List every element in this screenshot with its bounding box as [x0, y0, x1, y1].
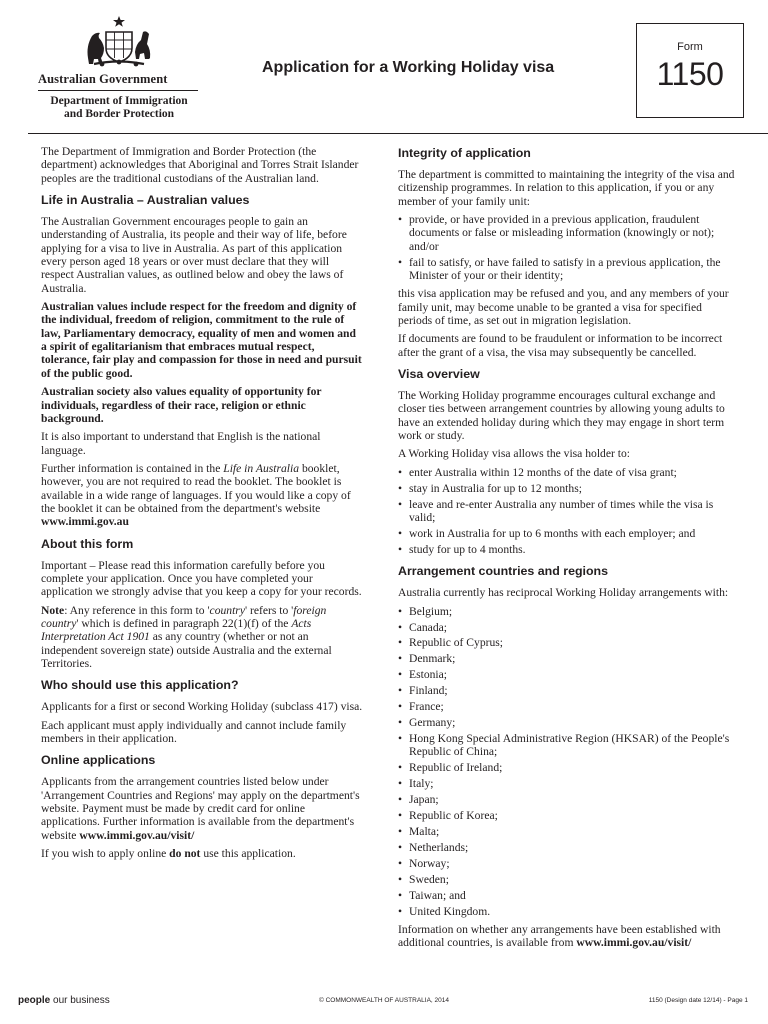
list-item: • United Kingdom.: [398, 905, 738, 918]
list-item: • Republic of Ireland;: [398, 761, 738, 774]
booklet-title: Life in Australia: [223, 461, 300, 475]
about-paragraph: Important – Please read this information carefully before you complete your application. Once you have completed your application we strongly advise that you keep a copy for your records.: [41, 558, 362, 599]
left-column: [41, 145, 363, 865]
header-divider: [28, 133, 768, 134]
online-warning-text: If you wish to apply online: [41, 847, 170, 861]
note-text: ' which is defined in paragraph 22(1)(f) of the: [76, 616, 292, 630]
list-item: • Republic of Cyprus;: [398, 636, 738, 649]
note-text: ' refers to ': [244, 603, 294, 617]
section-heading-countries: Arrangement countries and regions: [398, 564, 608, 579]
government-name: Australian Government: [38, 72, 168, 86]
list-item: • Norway;: [398, 857, 738, 870]
list-item: • Italy;: [398, 777, 738, 790]
divider: [38, 90, 198, 91]
website-link[interactable]: www.immi.gov.au: [41, 515, 129, 529]
list-item: • Belgium;: [398, 605, 738, 618]
online-warning-emphasis: do not: [169, 847, 201, 861]
further-text-pre: Further information is contained in the: [41, 461, 224, 475]
who-paragraph: Applicants for a first or second Working Holiday (subclass 417) visa.: [41, 700, 363, 714]
section-heading-who: Who should use this application?: [41, 678, 239, 693]
list-item: • Taiwan; and: [398, 889, 738, 902]
acknowledgement-text: The Department of Immigration and Border Protection (the department) acknowledges that Aboriginal and Torres Strait Islander peoples are the traditional custodians of the Australian land.: [41, 145, 359, 185]
footer-copyright: © COMMONWEALTH OF AUSTRALIA, 2014: [319, 997, 449, 1004]
values-paragraph: The Australian Government encourages people to gain an understanding of Australia, its people and their way of life, before applying for a visa to live in Australia. As part of this application every person aged 18 years or over must declare that they will respect Australian values, as outlined below and obey the laws of Australia.: [41, 215, 347, 295]
online-warning-text: use this application.: [200, 847, 296, 861]
online-paragraph: [41, 775, 363, 842]
further-text-post: booklet, however, you are not required to read the booklet. The booklet is available in a wide range of languages. If you would like a copy of the booklet it can be obtained from the department's website: [41, 461, 351, 515]
list-item: • Hong Kong Special Administrative Region (HKSAR) of the People's Republic of China;: [398, 732, 738, 759]
list-item: • provide, or have provided in a previous application, fraudulent documents or false or misleading information (knowingly or not); and/or: [398, 213, 738, 253]
department-name: [38, 95, 200, 121]
visa-allowances-list: [398, 466, 738, 556]
list-item: • Denmark;: [398, 652, 738, 665]
note-text: : Any reference in this form to ': [64, 603, 210, 617]
note-term-foreign-country: foreign country: [41, 603, 327, 630]
form-number: 1150: [656, 56, 724, 92]
list-item: • study for up to 4 months.: [398, 543, 738, 556]
list-item: • fail to satisfy, or have failed to satisfy in a previous application, the Minister of your or their identity;: [398, 256, 738, 283]
list-item: • Germany;: [398, 716, 738, 729]
note-term-country: country: [209, 603, 245, 617]
overview-paragraph: The Working Holiday programme encourages cultural exchange and closer ties between arrangement countries by allowing young adults to have an extended holiday during which they may engage in short term work or study.: [398, 389, 725, 443]
countries-info-text: Information on whether any arrangements have been established with additional countries, is available from: [398, 923, 721, 950]
section-heading-values: Life in Australia – Australian values: [41, 193, 250, 208]
footer-brand-rest: our business: [50, 995, 110, 1006]
form-label: Form: [677, 41, 703, 53]
list-item: • Malta;: [398, 825, 738, 838]
values-statement: Australian values include respect for the freedom and dignity of the individual, freedom of religion, commitment to the rule of law, Parliamentary democracy, equality of men and women and a spirit of egalitarianism that embraces mutual respect, tolerance, fair play and compassion for those in need and pursuit of the public good.: [41, 300, 362, 380]
coat-of-arms-icon: [82, 14, 156, 70]
list-item: • Canada;: [398, 621, 738, 634]
section-heading-online: Online applications: [41, 753, 156, 768]
visit-website-link[interactable]: www.immi.gov.au/visit/: [79, 828, 195, 842]
department-name-line2: and Border Protection: [63, 108, 175, 120]
right-column: [398, 145, 738, 955]
list-item: • Estonia;: [398, 668, 738, 681]
list-item: • enter Australia within 12 months of the date of visa grant;: [398, 466, 738, 479]
list-item: • Sweden;: [398, 873, 738, 886]
online-text: Applicants from the arrangement countries listed below under 'Arrangement Countries and Regions' may apply on the department's website. Payment must be made by credit card for online applications. Further information is available from the department's website: [41, 775, 360, 842]
list-item: • stay in Australia for up to 12 months;: [398, 482, 738, 495]
values-equality-statement: Australian society also values equality of opportunity for individuals, regardless of their race, religion or ethnic background.: [41, 385, 322, 425]
overview-paragraph: A Working Holiday visa allows the visa holder to:: [398, 447, 630, 461]
integrity-list: [398, 213, 738, 282]
english-language-text: It is also important to understand that English is the national language.: [41, 430, 321, 457]
countries-info-paragraph: [398, 923, 738, 950]
further-information-text: [41, 462, 363, 529]
who-paragraph: Each applicant must apply individually and cannot include family members in their application.: [41, 718, 347, 746]
form-number-box: [636, 23, 744, 118]
integrity-paragraph: If documents are found to be fraudulent or information to be incorrect after the grant of a visa, the visa may subsequently be cancelled.: [398, 332, 723, 359]
list-item: • leave and re-enter Australia any number of times while the visa is valid;: [398, 498, 738, 525]
note-paragraph: [41, 604, 363, 671]
footer-page-info: 1150 (Design date 12/14) - Page 1: [648, 997, 748, 1004]
note-label: Note: [41, 603, 65, 617]
page-title: Application for a Working Holiday visa: [262, 59, 555, 76]
section-heading-overview: Visa overview: [398, 367, 480, 382]
section-heading-integrity: Integrity of application: [398, 146, 531, 160]
list-item: • France;: [398, 700, 738, 713]
integrity-paragraph: The department is committed to maintaining the integrity of the visa and citizenship programmes. In relation to this application, if you or any member of your family unit:: [398, 168, 735, 208]
department-name-line1: Department of Immigration: [50, 95, 188, 107]
note-act-title: Acts Interpretation Act 1901: [41, 616, 312, 644]
list-item: • Republic of Korea;: [398, 809, 738, 822]
list-item: • work in Australia for up to 6 months with each employer; and: [398, 527, 738, 540]
visit-website-link[interactable]: www.immi.gov.au/visit/: [576, 936, 692, 950]
countries-paragraph: Australia currently has reciprocal Working Holiday arrangements with:: [398, 586, 729, 600]
list-item: • Finland;: [398, 684, 738, 697]
section-heading-about: About this form: [41, 536, 134, 551]
integrity-paragraph: this visa application may be refused and you, and any members of your family unit, may become unable to be granted a visa for specified periods of time, as set out in migration legislation.: [398, 287, 729, 328]
note-text: as any country (whether or not an independent sovereign state) outside Australia and the external Territories.: [41, 630, 332, 670]
online-warning: [41, 847, 363, 860]
list-item: • Japan;: [398, 793, 738, 806]
countries-list: [398, 605, 738, 919]
footer-brand-people: people: [18, 995, 51, 1006]
list-item: • Netherlands;: [398, 841, 738, 854]
